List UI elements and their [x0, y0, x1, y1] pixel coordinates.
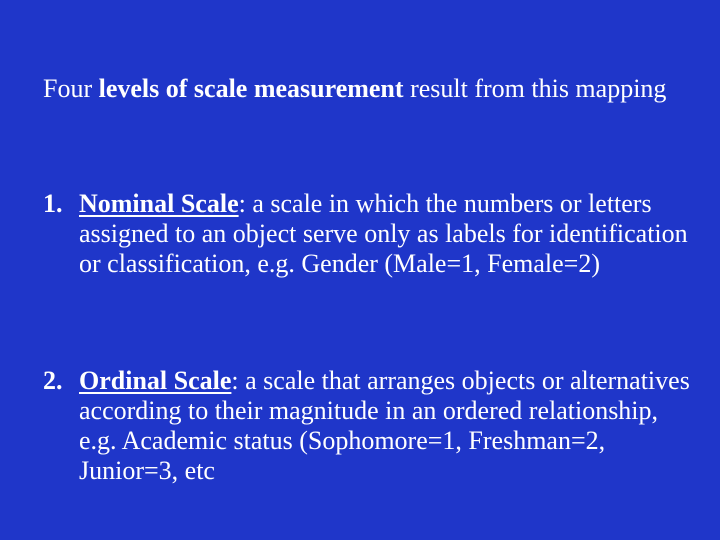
intro-suffix: result from this mapping: [403, 74, 667, 103]
intro-prefix: Four: [43, 74, 99, 103]
item-number: 2.: [43, 366, 63, 395]
definition-ordinal-scale: : a scale that arranges objects or alternatives according to their magnitude in an ordered relationship, e.g. Academic status (Sophomore=1, Freshman=2, Junior=3, etc: [79, 366, 690, 485]
term-nominal-scale: Nominal Scale: [79, 189, 239, 218]
definition-nominal-scale: : a scale in which the numbers or letters assigned to an object serve only as labels for identification or classification, e.g. Gender (Male=1, Female=2): [79, 189, 688, 278]
list-item-ordinal-scale: [43, 366, 693, 486]
item-body: [79, 189, 693, 279]
term-ordinal-scale: Ordinal Scale: [79, 366, 232, 395]
item-body: [79, 366, 693, 486]
item-number: 1.: [43, 189, 63, 218]
intro-emphasis: levels of scale measurement: [98, 74, 404, 103]
intro-paragraph: [43, 74, 683, 104]
list-item-nominal-scale: [43, 189, 693, 279]
